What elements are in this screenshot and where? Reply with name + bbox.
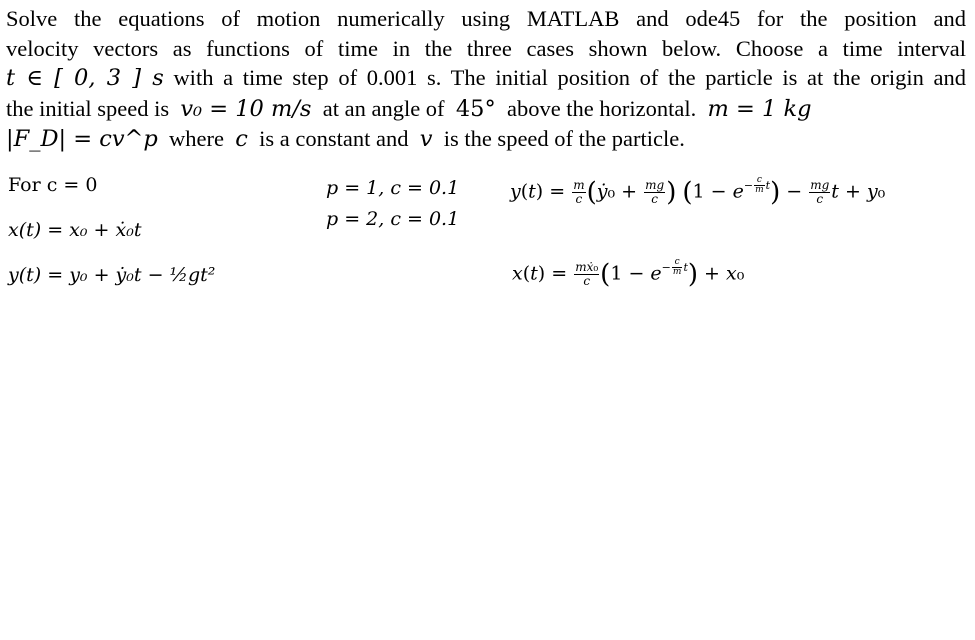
case1-y-equation: y(t) = y₀ + ẏ₀t − ½gt² bbox=[8, 264, 216, 286]
case2-x-equation: x(t) = $\frac{\text{mẋ₀}}{c}$ $(1 - e^{- \frac{c}{m} t}) + x_0$ bbox=[512, 257, 745, 290]
case3-params: p = 2, c = 0.1 bbox=[326, 208, 460, 230]
problem-line-3 bbox=[6, 63, 966, 94]
initial-speed-label: the initial speed is bbox=[6, 95, 170, 121]
where-text: where bbox=[169, 126, 225, 151]
initial-speed-value: v₀ = 10 m/s bbox=[180, 95, 312, 122]
time-interval: t ∈ [ 0, 3 ] s bbox=[6, 65, 164, 91]
speed-text: is the speed of the particle. bbox=[443, 126, 685, 151]
angle-label: at an angle of bbox=[322, 95, 445, 121]
problem-line-2: velocity vectors as functions of time in the three cases shown below. Choose a time interval bbox=[6, 35, 966, 61]
case1-heading: For c = 0 bbox=[8, 174, 98, 196]
v-symbol: v bbox=[419, 126, 433, 152]
angle-value: 45° bbox=[455, 95, 496, 122]
time-step-text: with a time step of 0.001 s. The initial position of the particle is at the origin and bbox=[173, 65, 967, 90]
c-symbol: c bbox=[235, 126, 248, 152]
drag-force-formula: |F_D| = cv^p bbox=[6, 126, 158, 152]
case2-params: p = 1, c = 0.1 bbox=[326, 177, 460, 199]
problem-line-4 bbox=[6, 94, 966, 125]
mass-value: m = 1 kg bbox=[707, 95, 812, 122]
constant-text: is a constant and bbox=[259, 126, 409, 151]
problem-line-5 bbox=[6, 124, 966, 155]
case1-x-equation: x(t) = x₀ + ẋ₀t bbox=[8, 219, 142, 241]
problem-statement bbox=[6, 4, 966, 155]
case2-y-equation: y(t) = $\frac{m}{c}$ (ẏ₀ + $\frac{mg}{c}$ ) $(1 - e^{- \frac{c}{m} t})$ − $\frac{mg}{c}$ t + y₀ bbox=[510, 175, 886, 208]
problem-line-1: Solve the equations of motion numerically using MATLAB and ode45 for the position and bbox=[6, 6, 966, 31]
above-horizontal-text: above the horizontal. bbox=[506, 95, 697, 121]
